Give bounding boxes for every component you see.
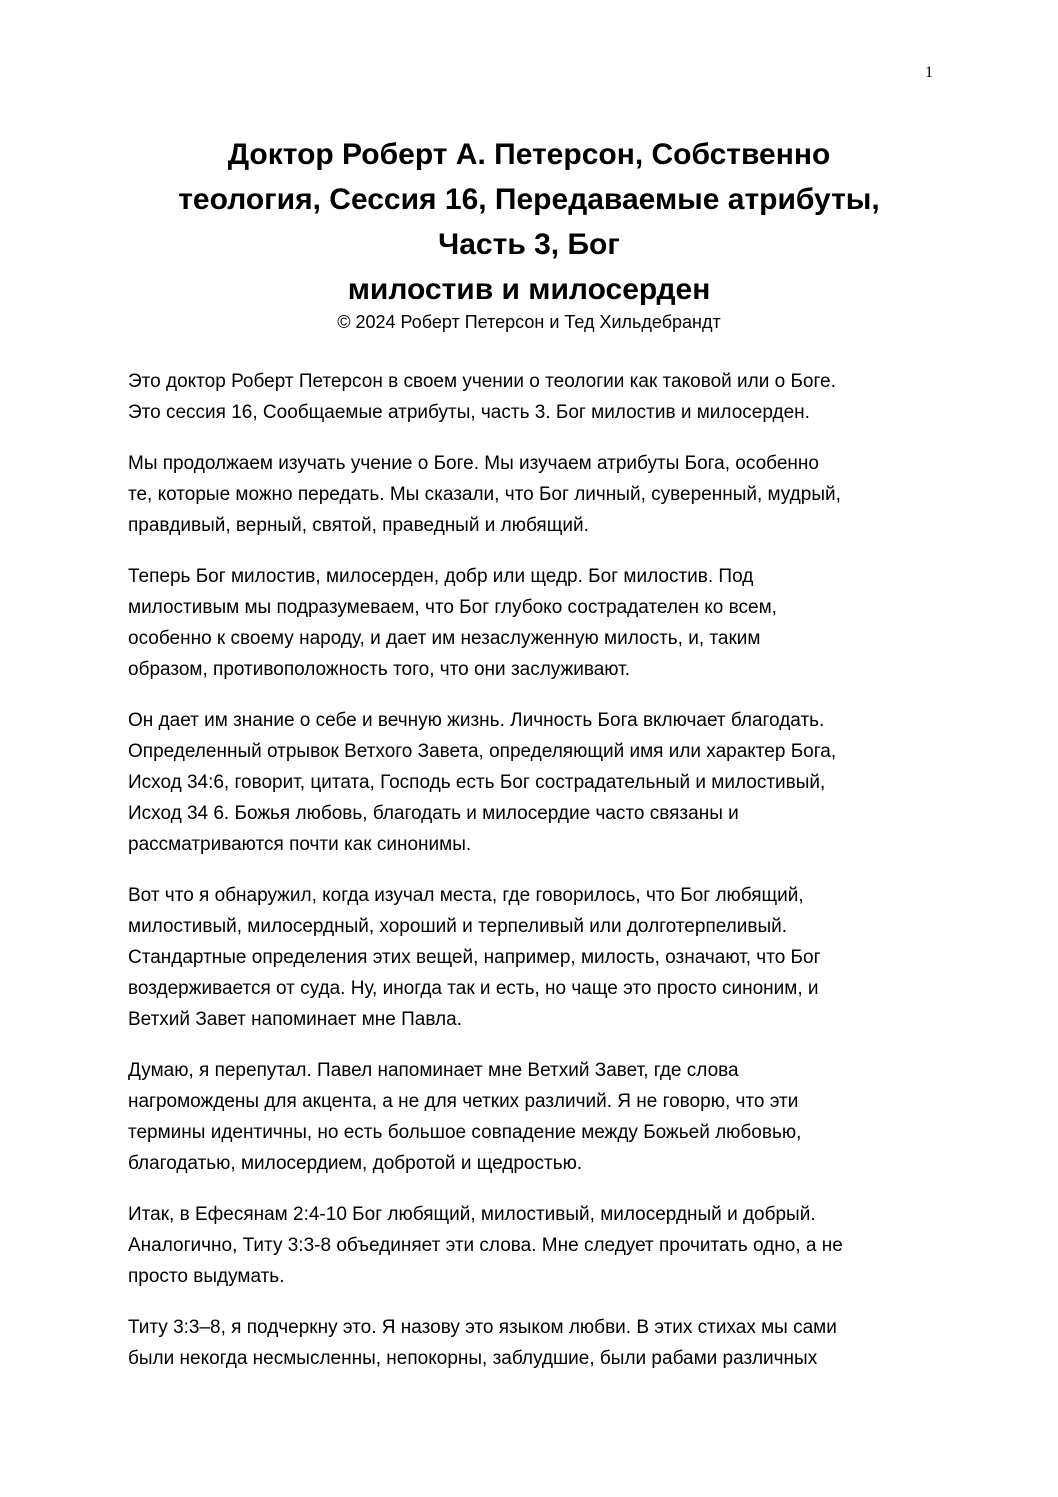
text-line: благодатью, милосердием, добротой и щедростью. — [128, 1153, 583, 1174]
paragraph — [128, 1055, 948, 1179]
text-line: Это доктор Роберт Петерсон в своем учении о теологии как таковой или о Боге. — [128, 371, 836, 392]
paragraph — [128, 1312, 948, 1374]
text-line: Думаю, я перепутал. Павел напоминает мне Ветхий Завет, где слова — [128, 1060, 739, 1081]
paragraph — [128, 705, 948, 860]
document-body — [128, 366, 948, 1394]
text-line: Определенный отрывок Ветхого Завета, определяющий имя или характер Бога, — [128, 741, 837, 762]
text-line: были некогда несмысленны, непокорны, заблудшие, были рабами различных — [128, 1348, 818, 1369]
text-line: нагромождены для акцента, а не для четких различий. Я не говорю, что эти — [128, 1091, 799, 1112]
text-line: Аналогично, Титу 3:3-8 объединяет эти слова. Мне следует прочитать одно, а не — [128, 1235, 843, 1256]
paragraph — [128, 561, 948, 685]
document-title — [0, 132, 1058, 312]
title-line: милостив и милосерден — [347, 273, 711, 306]
text-line: Стандартные определения этих вещей, например, милость, означают, что Бог — [128, 947, 821, 968]
text-line: Мы продолжаем изучать учение о Боге. Мы изучаем атрибуты Бога, особенно — [128, 453, 819, 474]
text-line: просто выдумать. — [128, 1266, 285, 1287]
text-line: Теперь Бог милостив, милосерден, добр или щедр. Бог милостив. Под — [128, 566, 754, 587]
paragraph — [128, 448, 948, 541]
text-line: Вот что я обнаружил, когда изучал места, где говорилось, что Бог любящий, — [128, 885, 804, 906]
text-line: Ветхий Завет напоминает мне Павла. — [128, 1009, 462, 1030]
text-line: Исход 34 6. Божья любовь, благодать и милосердие часто связаны и — [128, 803, 739, 824]
title-line: Часть 3, Бог — [438, 228, 620, 261]
text-line: милостивым мы подразумеваем, что Бог глубоко сострадателен ко всем, — [128, 597, 777, 618]
title-line: теология, Сессия 16, Передаваемые атрибуты, — [178, 183, 880, 216]
text-line: особенно к своему народу, и дает им незаслуженную милость, и, таким — [128, 628, 761, 649]
title-line: Доктор Роберт А. Петерсон, Собственно — [227, 138, 831, 171]
text-line: те, которые можно передать. Мы сказали, что Бог личный, суверенный, мудрый, — [128, 484, 841, 505]
text-line: Это сессия 16, Сообщаемые атрибуты, часть 3. Бог милостив и милосерден. — [128, 402, 810, 423]
text-line: Титу 3:3–8, я подчеркну это. Я назову это языком любви. В этих стихах мы сами — [128, 1317, 837, 1338]
copyright: © 2024 Роберт Петерсон и Тед Хильдебрандт — [337, 312, 721, 332]
text-line: рассматриваются почти как синонимы. — [128, 834, 472, 855]
page-number: 1 — [925, 64, 933, 81]
text-line: милостивый, милосердный, хороший и терпеливый или долготерпеливый. — [128, 916, 788, 937]
text-line: Исход 34:6, говорит, цитата, Господь есть Бог сострадательный и милостивый, — [128, 772, 826, 793]
paragraph — [128, 880, 948, 1035]
text-line: образом, противоположность того, что они заслуживают. — [128, 659, 630, 680]
paragraph — [128, 366, 948, 428]
paragraph — [128, 1199, 948, 1292]
text-line: Он дает им знание о себе и вечную жизнь. Личность Бога включает благодать. — [128, 710, 825, 731]
text-line: Итак, в Ефесянам 2:4-10 Бог любящий, милостивый, милосердный и добрый. — [128, 1204, 816, 1225]
text-line: термины идентичны, но есть большое совпадение между Божьей любовью, — [128, 1122, 802, 1143]
text-line: правдивый, верный, святой, праведный и любящий. — [128, 515, 589, 536]
text-line: воздерживается от суда. Ну, иногда так и есть, но чаще это просто синоним, и — [128, 978, 819, 999]
